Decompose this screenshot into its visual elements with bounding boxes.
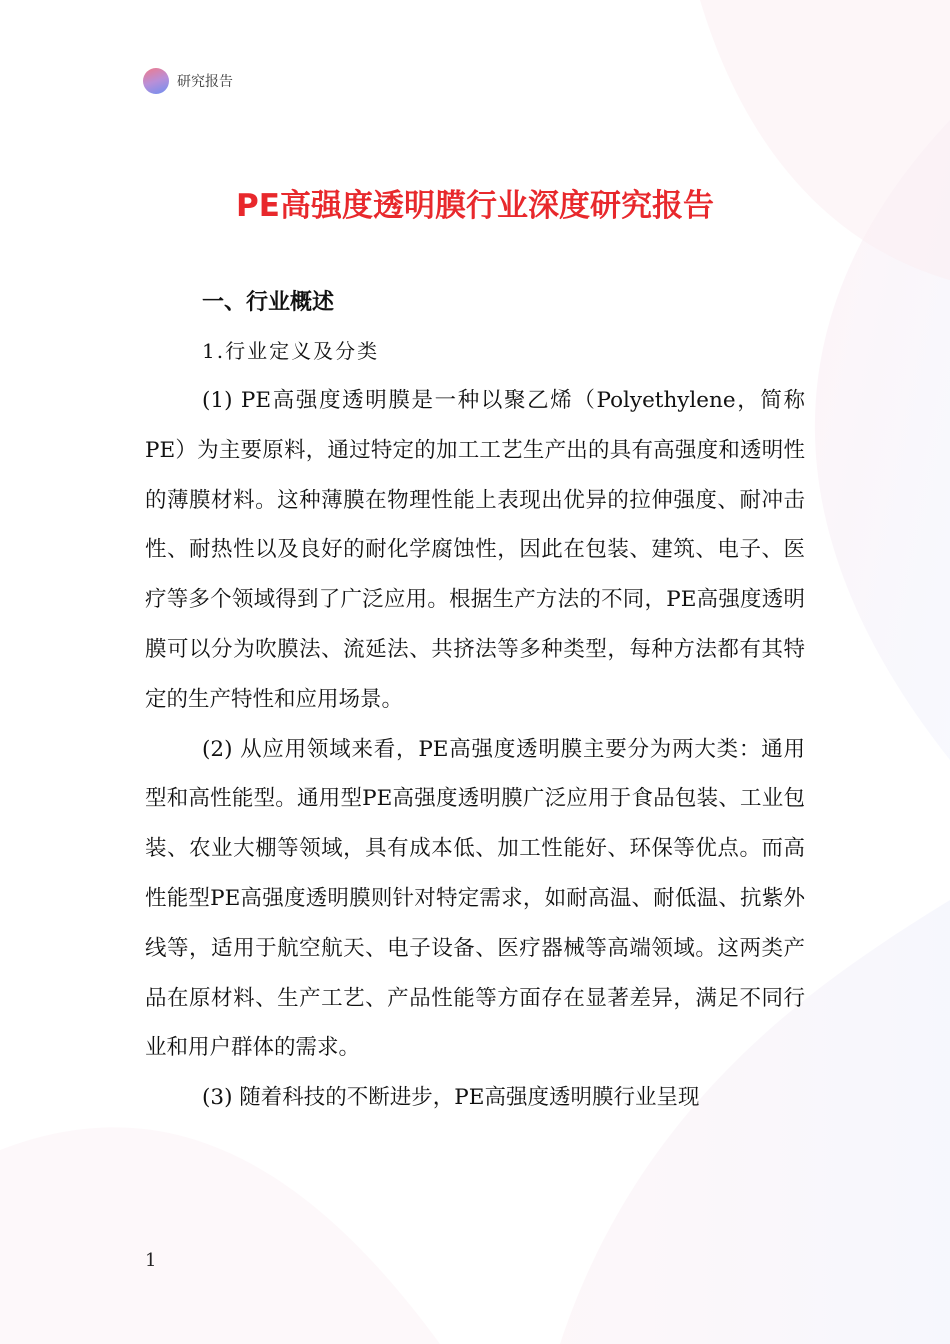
- header-label: 研究报告: [177, 74, 233, 90]
- document-body: [145, 280, 805, 1123]
- section-heading: 一、行业概述: [202, 290, 335, 315]
- paragraph-2: (2) 从应用领域来看，PE高强度透明膜主要分为两大类：通用型和高性能型。通用型PE高强度透明膜广泛应用于食品包装、工业包装、农业大棚等领域，具有成本低、加工性能好、环保等优点。而高性能型PE高强度透明膜则针对特定需求，如耐高温、耐低温、抗紫外线等，适用于航空航天、电子设备、医疗器械等高端领域。这两类产品在原材料、生产工艺、产品性能等方面存在显著差异，满足不同行业和用户群体的需求。: [145, 736, 805, 1061]
- document-title: PE高强度透明膜行业深度研究报告: [236, 188, 714, 224]
- page-number: 1: [145, 1250, 157, 1271]
- paragraph-3: (3) 随着科技的不断进步，PE高强度透明膜行业呈现: [202, 1085, 700, 1111]
- paragraph-1: (1) PE高强度透明膜是一种以聚乙烯（Polyethylene，简称PE）为主要原料，通过特定的加工工艺生产出的具有高强度和透明性的薄膜材料。这种薄膜在物理性能上表现出优异的拉伸强度、耐冲击性、耐热性以及良好的耐化学腐蚀性，因此在包装、建筑、电子、医疗等多个领域得到了广泛应用。根据生产方法的不同，PE高强度透明膜可以分为吹膜法、流延法、共挤法等多种类型，每种方法都有其特定的生产特性和应用场景。: [145, 388, 805, 712]
- sub-heading: 1.行业定义及分类: [202, 339, 380, 363]
- report-header: [143, 66, 233, 96]
- logo-circle-icon: [143, 68, 169, 94]
